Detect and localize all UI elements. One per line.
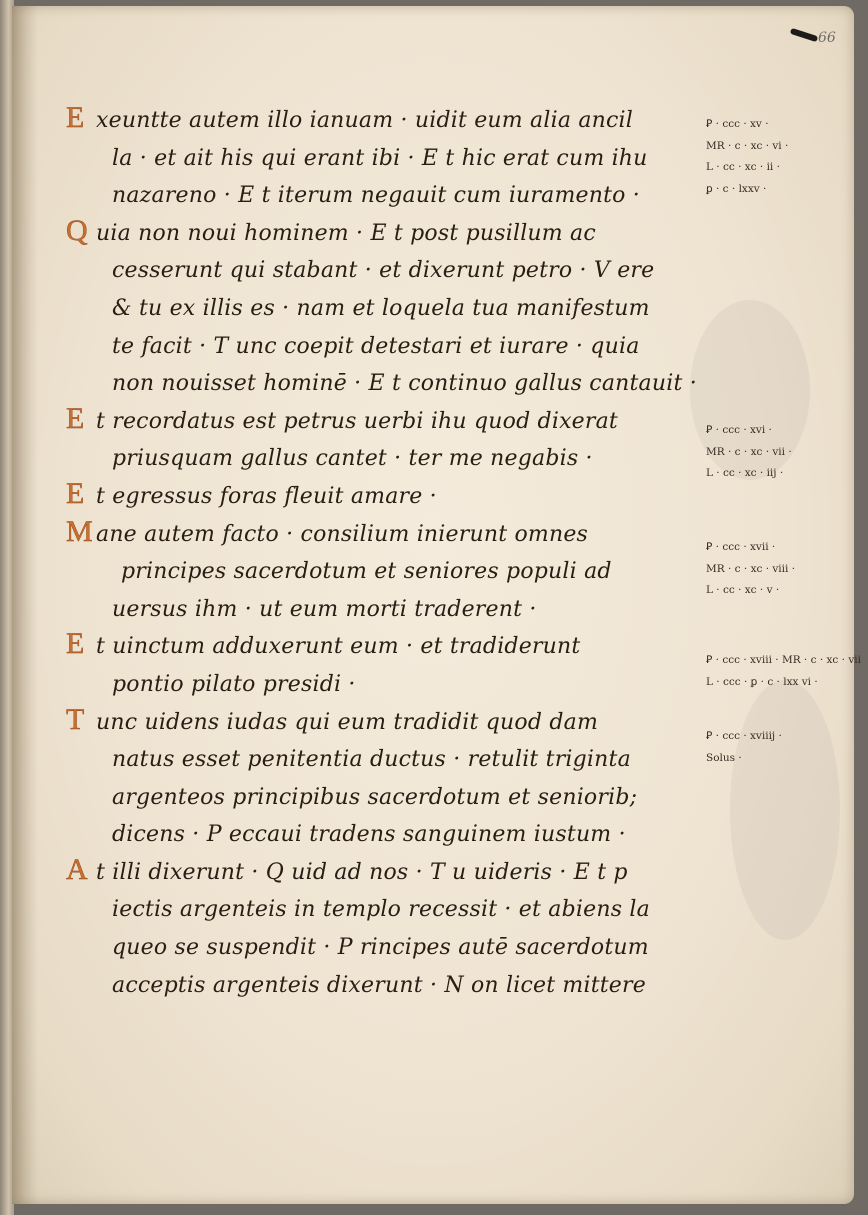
text-line xyxy=(66,929,696,967)
margin-note: Ꝑ · ccc · xviii · MR · c · xc · vii xyxy=(706,654,861,666)
text-line xyxy=(66,102,696,140)
text-line xyxy=(66,177,696,215)
line-text: acceptis argenteis dixerunt · N on licet mittere xyxy=(112,972,646,998)
line-text: principes sacerdotum et seniores populi ad xyxy=(121,559,612,585)
margin-note: L · cc · xc · ii · xyxy=(706,161,780,174)
margin-note-group xyxy=(706,420,856,485)
text-line xyxy=(66,854,696,892)
margin-note-group xyxy=(706,650,861,693)
line-text: uersus ihm · ut eum morti traderent · xyxy=(112,596,537,622)
text-line xyxy=(66,252,696,290)
rubricated-initial: Q xyxy=(66,213,88,247)
line-text: te facit · T unc coepit detestari et iurare · quia xyxy=(112,333,640,359)
line-text: nazareno · E t iterum negauit cum iuramento · xyxy=(112,183,640,209)
margin-note-group xyxy=(706,726,856,769)
text-line xyxy=(66,704,696,742)
margin-note: MR · c · xc · viii · xyxy=(706,562,796,575)
margin-note: MR · c · xc · vii · xyxy=(706,445,792,458)
line-text: t illi dixerunt · Q uid ad nos · T u uideris · E t p xyxy=(96,859,628,885)
text-line xyxy=(66,478,696,516)
text-line xyxy=(66,215,696,253)
text-line xyxy=(66,403,696,441)
rubricated-initial: T xyxy=(66,702,85,736)
text-line xyxy=(66,553,696,591)
line-text: la · et ait his qui erant ibi · E t hic erat cum ihu xyxy=(112,145,648,171)
line-text: t egressus foras fleuit amare · xyxy=(96,483,437,509)
text-line xyxy=(66,365,696,403)
text-line xyxy=(66,666,696,704)
margin-note: Ꝑ · ccc · xvi · xyxy=(706,424,772,436)
line-text: pontio pilato presidi · xyxy=(112,671,356,697)
line-text: iectis argenteis in templo recessit · et abiens la xyxy=(112,897,650,923)
rubricated-initial: E xyxy=(66,101,85,134)
text-line xyxy=(66,290,696,328)
line-text: xeuntte autem illo ianuam · uidit eum alia ancil xyxy=(96,108,634,133)
margin-note: L · cc · xc · iij · xyxy=(706,467,784,480)
line-text: non nouisset hominē · E t continuo gallus cantauit · xyxy=(112,371,697,397)
line-text: natus esset penitentia ductus · retulit triginta xyxy=(112,747,631,773)
line-text: dicens · P eccaui tradens sanguinem iustum · xyxy=(112,822,626,848)
line-text: t recordatus est petrus uerbi ihu quod dixerat xyxy=(96,408,618,434)
line-text: ane autem facto · consilium inierunt omnes xyxy=(96,521,589,547)
rubricated-initial: M xyxy=(66,514,93,548)
text-line xyxy=(66,440,696,478)
rubricated-initial: A xyxy=(66,852,88,886)
margin-note-group xyxy=(706,114,856,200)
text-line xyxy=(66,140,696,178)
rubricated-initial: E xyxy=(66,627,85,661)
line-text: & tu ex illis es · nam et loquela tua manifestum xyxy=(112,295,650,321)
parchment-stain xyxy=(730,680,840,940)
line-text: queo se suspendit · P rincipes autē sacerdotum xyxy=(112,935,649,961)
text-line xyxy=(66,891,696,929)
text-line xyxy=(66,741,696,779)
text-line xyxy=(66,816,696,854)
margin-note-group xyxy=(706,537,856,602)
text-line xyxy=(66,516,696,554)
margin-note: ꝑ · c · lxxv · xyxy=(706,182,767,195)
line-text: unc uidens iudas qui eum tradidit quod dam xyxy=(96,709,599,735)
text-line xyxy=(66,967,696,1005)
line-text: uia non noui hominem · E t post pusillum ac xyxy=(96,220,596,246)
margin-note: Ꝑ · ccc · xv · xyxy=(706,118,769,130)
line-text: argenteos principibus sacerdotum et seniorib; xyxy=(112,784,638,810)
line-text: t uinctum adduxerunt eum · et tradiderunt xyxy=(96,634,581,660)
margin-note: Ꝑ · ccc · xviiij · xyxy=(706,730,782,742)
margin-note: L · ccc · ꝑ · c · lxx vi · xyxy=(706,675,818,688)
folio-number: 66 xyxy=(818,30,836,46)
margin-note: L · cc · xc · v · xyxy=(706,584,780,597)
margin-note: Solus · xyxy=(706,751,742,764)
rubricated-initial: E xyxy=(66,476,85,510)
text-line xyxy=(66,628,696,666)
text-line xyxy=(66,779,696,817)
line-text: cesserunt qui stabant · et dixerunt petro · V ere xyxy=(112,258,655,284)
margin-note: MR · c · xc · vi · xyxy=(706,139,789,152)
text-line xyxy=(66,591,696,629)
line-text: priusquam gallus cantet · ter me negabis · xyxy=(112,446,593,472)
main-text-column xyxy=(66,102,696,1004)
margin-note: Ꝑ · ccc · xvii · xyxy=(706,541,776,553)
rubricated-initial: E xyxy=(66,401,85,435)
text-line xyxy=(66,328,696,366)
